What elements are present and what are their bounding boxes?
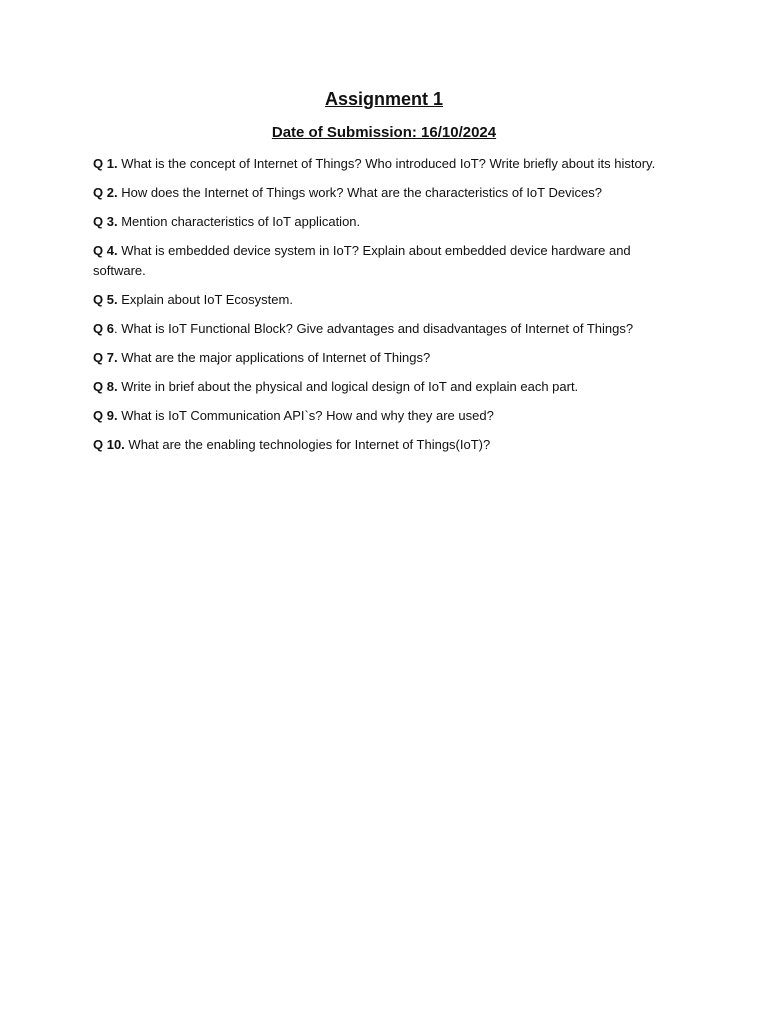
question-text: Explain about IoT Ecosystem. [121,291,293,307]
question-item [93,154,683,174]
question-item [93,406,683,426]
question-text: What is IoT Communication API`s? How and why they are used? [121,407,494,423]
question-item [93,348,683,368]
question-number: Q 8. [93,378,118,394]
question-text: What is embedded device system in IoT? Explain about embedded device hardware and software. [93,243,631,278]
question-list [93,154,683,464]
question-text: What are the enabling technologies for Internet of Things(IoT)? [128,436,491,452]
page-title: Assignment 1 [324,89,444,109]
question-item [93,212,683,232]
question-number: Q 10. [93,436,125,452]
question-text: . What is IoT Functional Block? Give advantages and disadvantages of Internet of Things? [113,320,634,336]
question-item [93,435,683,455]
question-text: Mention characteristics of IoT application. [121,214,361,229]
question-item [93,241,683,280]
question-number: Q 7. [93,349,118,365]
question-number: Q 2. [93,185,118,200]
submission-date: Date of Submission: 16/10/2024 [271,124,497,141]
question-item [93,377,683,397]
question-number: Q 5. [93,291,118,307]
question-number: Q 6 [93,320,114,336]
question-number: Q 1. [93,156,118,171]
question-text: How does the Internet of Things work? What are the characteristics of IoT Devices? [121,185,602,200]
question-item [93,319,683,339]
question-number: Q 4. [93,243,118,258]
question-item [93,183,683,203]
question-text: What is the concept of Internet of Things? Who introduced IoT? Write briefly about its history. [121,156,656,171]
question-text: What are the major applications of Internet of Things? [121,349,431,365]
question-number: Q 3. [93,214,118,229]
question-number: Q 9. [93,407,118,423]
question-text: Write in brief about the physical and logical design of IoT and explain each part. [121,378,579,394]
question-item [93,290,683,310]
